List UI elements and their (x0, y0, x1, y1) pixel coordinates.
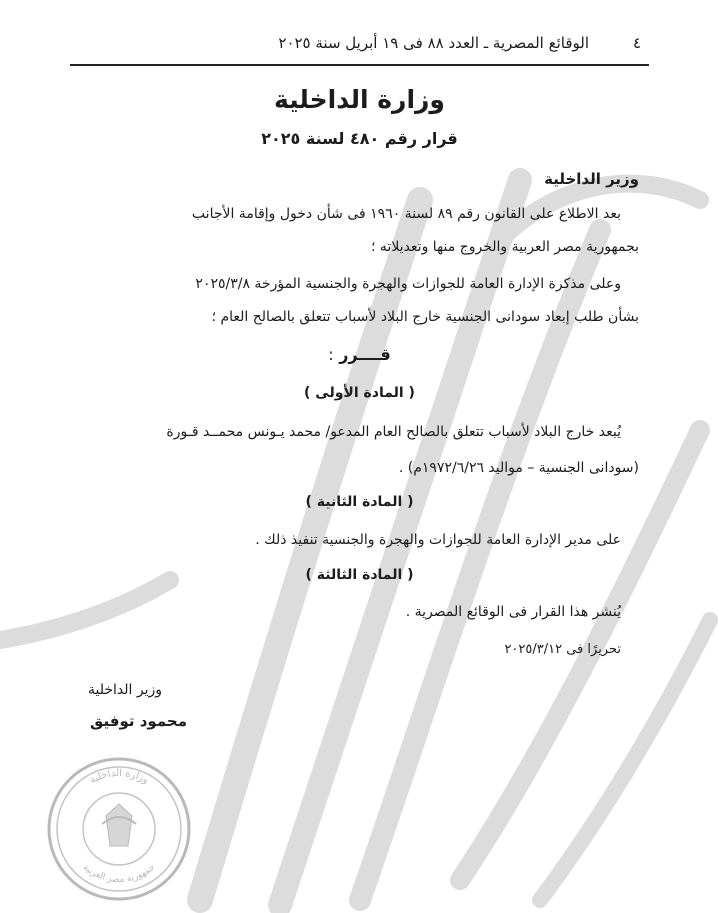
date-line: تحريرًا فى ٢٠٢٥/٣/١٢ (504, 642, 621, 657)
running-title: الوقائع المصرية ـ العدد ٨٨ فى ١٩ أبريل سنة ٢٠٢٥ (278, 34, 589, 52)
ministry-seal (44, 754, 194, 904)
decides-word: قــــرر (339, 345, 391, 364)
preamble-line: بجمهورية مصر العربية والخروج منها وتعديلاته ؛ (371, 239, 639, 255)
article-heading: ( المادة الثالثة ) (305, 567, 414, 583)
decree-title: قرار رقم ٤٨٠ لسنة ٢٠٢٥ (261, 129, 458, 148)
preamble-line: بعد الاطلاع على القانون رقم ٨٩ لسنة ١٩٦٠ فى شأن دخول وإقامة الأجانب (191, 206, 621, 222)
decides-colon: : (328, 345, 334, 364)
ministry-heading: وزارة الداخلية (274, 85, 445, 114)
preamble-line: بشأن طلب إبعاد سودانى الجنسية خارج البلاد لأسباب تتعلق بالصالح العام ؛ (211, 309, 639, 325)
article-line: على مدير الإدارة العامة للجوازات والهجرة والجنسية تنفيذ ذلك . (255, 532, 621, 548)
page-header (70, 30, 649, 66)
article-line: يُنشر هذا القرار فى الوقائع المصرية . (405, 604, 621, 620)
issuer-line: وزير الداخلية (544, 170, 639, 188)
page-number: ٤ (632, 34, 641, 52)
signature-role: وزير الداخلية (88, 682, 163, 698)
signature-name: محمود توفيق (90, 712, 187, 730)
seal-bottom-text: جمهورية مصر العربية (80, 862, 158, 886)
preamble-line: وعلى مذكرة الإدارة العامة للجوازات والهجرة والجنسية المؤرخة ٢٠٢٥/٣/٨ (195, 276, 621, 292)
article-heading: ( المادة الثانية ) (305, 494, 414, 510)
svg-text:جمهورية مصر العربية (81, 863, 157, 886)
seal-top-text: وزارة الداخلية (87, 767, 151, 787)
article-line: (سودانى الجنسية – مواليد ١٩٧٢/٦/٢٦م) . (398, 460, 639, 476)
article-heading: ( المادة الأولى ) (304, 385, 415, 401)
decides-heading (0, 345, 719, 364)
article-line: يُبعد خارج البلاد لأسباب تتعلق بالصالح العام المدعو/ محمد يـونس محمــد قـورة (166, 424, 621, 440)
